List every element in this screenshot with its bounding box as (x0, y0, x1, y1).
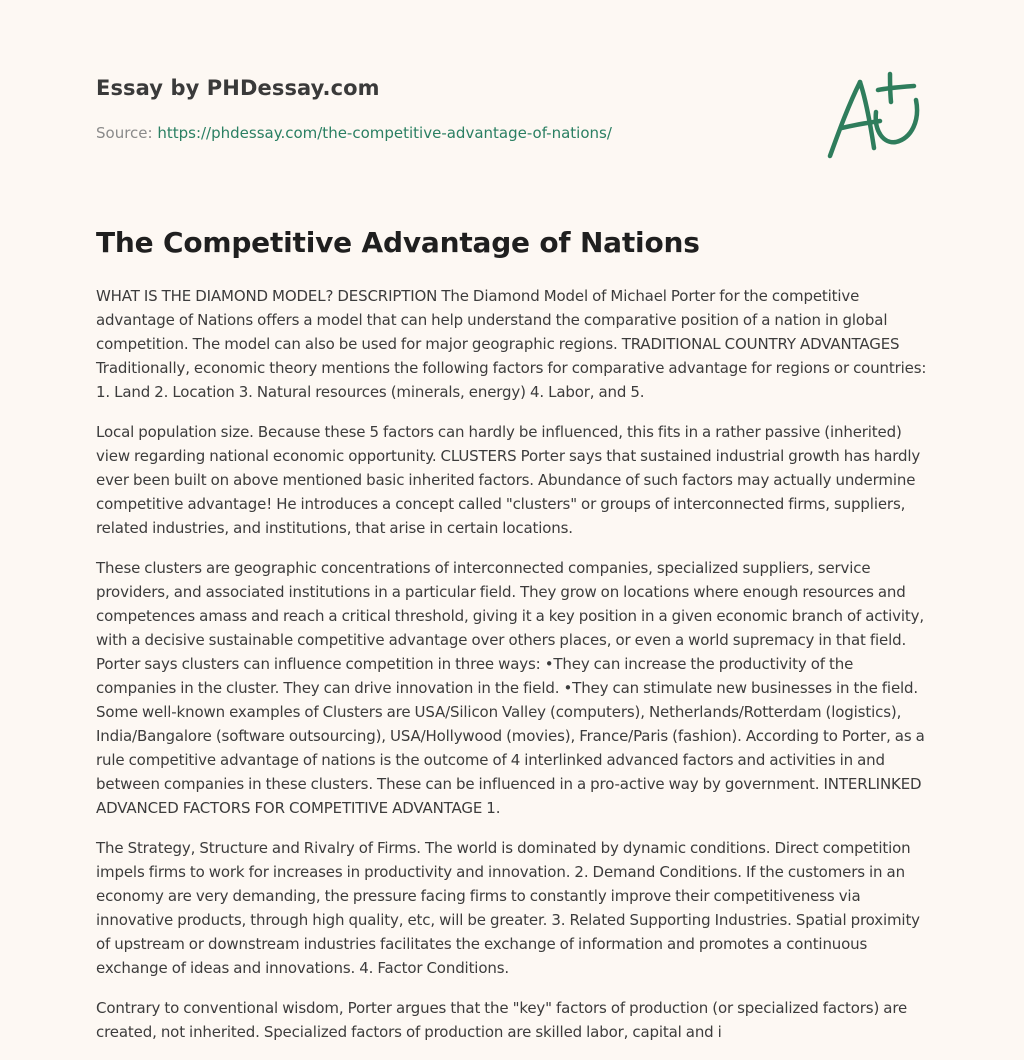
essay-paragraph: Contrary to conventional wisdom, Porter argues that the "key" factors of production (or specialized factors) are created, not inherited. Specialized factors of production are skilled labor, capital and i (96, 999, 908, 1041)
essay-body (96, 284, 932, 1060)
site-brand: Essay by PHDessay.com (96, 76, 380, 100)
source-link[interactable]: https://phdessay.com/the-competitive-advantage-of-nations/ (157, 124, 612, 142)
essay-paragraph: These clusters are geographic concentrations of interconnected companies, specialized suppliers, service providers, and associated institutions in a particular field. They grow on locations where enough resources and competences amass and reach a critical threshold, giving it a key position in a given economic branch of activity, with a decisive sustainable competitive advantage over others places, or even a world supremacy in that field. Porter says clusters can influence competition in three ways: •They can increase the productivity of the companies in the cluster. They can drive innovation in the field. •They can stimulate new businesses in the field. Some well-known examples of Clusters are USA/Silicon Valley (computers), Netherlands/Rotterdam (logistics), India/Bangalore (software outsourcing), USA/Hollywood (movies), France/Paris (fashion). According to Porter, as a rule competitive advantage of nations is the outcome of 4 interlinked advanced factors and activities in and between companies in these clusters. These can be influenced in a pro-active way by government. INTERLINKED ADVANCED FACTORS FOR COMPETITIVE ADVANTAGE 1. (96, 559, 925, 817)
a-plus-grade-icon (824, 70, 928, 162)
essay-paragraph: The Strategy, Structure and Rivalry of Firms. The world is dominated by dynamic conditions. Direct competition impels firms to work for increases in productivity and innovation. 2. Demand Conditions. If the customers in an economy are very demanding, the pressure facing firms to constantly improve their competitiveness via innovative products, through high quality, etc, will be greater. 3. Related Supporting Industries. Spatial proximity of upstream or downstream industries facilitates the exchange of information and promotes a continuous exchange of ideas and innovations. 4. Factor Conditions. (96, 839, 920, 977)
essay-paragraph: Local population size. Because these 5 factors can hardly be influenced, this fits in a rather passive (inherited) view regarding national economic opportunity. CLUSTERS Porter says that sustained industrial growth has hardly ever been built on above mentioned basic inherited factors. Abundance of such factors may actually undermine competitive advantage! He introduces a concept called "clusters" or groups of interconnected firms, suppliers, related industries, and institutions, that arise in certain locations. (96, 423, 921, 537)
essay-paragraph: WHAT IS THE DIAMOND MODEL? DESCRIPTION The Diamond Model of Michael Porter for the competitive advantage of Nations offers a model that can help understand the comparative position of a nation in global competition. The model can also be used for major geographic regions. TRADITIONAL COUNTRY ADVANTAGES Traditionally, economic theory mentions the following factors for comparative advantage for regions or countries: 1. Land 2. Location 3. Natural resources (minerals, energy) 4. Labor, and 5. (96, 287, 927, 401)
essay-title: The Competitive Advantage of Nations (96, 226, 700, 259)
source-line (96, 124, 612, 142)
source-label: Source: (96, 124, 158, 142)
